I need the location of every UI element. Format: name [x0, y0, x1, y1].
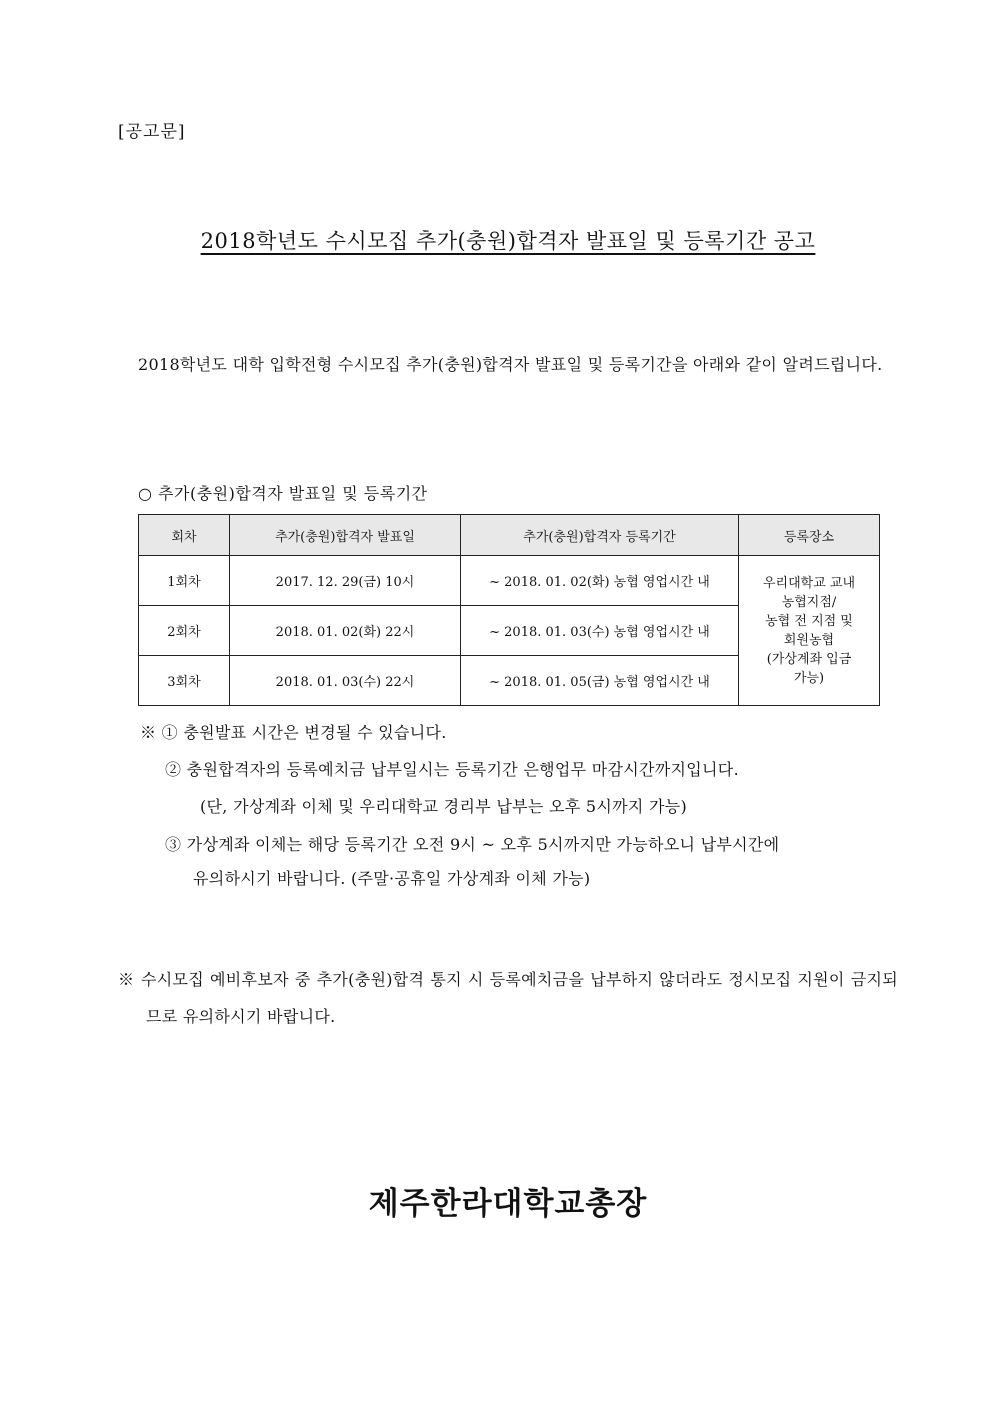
section-heading: ○ 추가(충원)합격자 발표일 및 등록기간	[138, 484, 428, 503]
table-row	[139, 556, 880, 606]
header-round: 회차	[139, 515, 230, 556]
cell-period: ~ 2018. 01. 03(수) 농협 영업시간 내	[461, 606, 739, 656]
header-announce-date: 추가(충원)합격자 발표일	[230, 515, 461, 556]
schedule-table	[138, 514, 880, 706]
place-line: 농협지점/	[781, 594, 837, 610]
place-line: (가상계좌 입금	[766, 651, 852, 667]
signature: 제주한라대학교총장	[368, 1186, 648, 1222]
header-registration-period: 추가(충원)합격자 등록기간	[461, 515, 739, 556]
document-label: [공고문]	[118, 122, 186, 142]
note-item-2-detail: (단, 가상계좌 이체 및 우리대학교 경리부 납부는 오후 5시까지 가능)	[200, 797, 688, 816]
cell-period: ~ 2018. 01. 02(화) 농협 영업시간 내	[461, 556, 739, 606]
place-line: 우리대학교 교내	[762, 575, 856, 591]
cell-announce: 2018. 01. 03(수) 22시	[230, 656, 461, 706]
note-item-1: ※ ① 충원발표 시간은 변경될 수 있습니다.	[140, 723, 447, 742]
note-item-3: ③ 가상계좌 이체는 해당 등록기간 오전 9시 ~ 오후 5시까지만 가능하오니 납부시간에	[165, 835, 780, 854]
table-header-row	[139, 515, 880, 556]
cell-round: 1회차	[139, 556, 230, 606]
final-warning-note: ※ 수시모집 예비후보자 중 추가(충원)합격 통지 시 등록예치금을 납부하지 않더라도 정시모집 지원이 금지되므로 유의하시기 바랍니다.	[118, 970, 898, 1026]
note-item-2: ② 충원합격자의 등록예치금 납부일시는 등록기간 은행업무 마감시간까지입니다.	[165, 760, 739, 779]
cell-period: ~ 2018. 01. 05(금) 농협 영업시간 내	[461, 656, 739, 706]
cell-round: 2회차	[139, 606, 230, 656]
note-item-3-detail: 유의하시기 바랍니다. (주말·공휴일 가상계좌 이체 가능)	[193, 869, 591, 888]
place-line: 회원농협	[783, 632, 835, 648]
document-title: 2018학년도 수시모집 추가(충원)합격자 발표일 및 등록기간 공고	[200, 229, 816, 253]
cell-announce: 2018. 01. 02(화) 22시	[230, 606, 461, 656]
header-registration-place: 등록장소	[739, 515, 880, 556]
place-line: 가능)	[793, 670, 825, 686]
cell-registration-place	[739, 556, 880, 706]
cell-announce: 2017. 12. 29(금) 10시	[230, 556, 461, 606]
intro-paragraph: 2018학년도 대학 입학전형 수시모집 추가(충원)합격자 발표일 및 등록기간을 아래와 같이 알려드립니다.	[138, 355, 883, 374]
cell-round: 3회차	[139, 656, 230, 706]
place-line: 농협 전 지점 및	[765, 613, 853, 629]
